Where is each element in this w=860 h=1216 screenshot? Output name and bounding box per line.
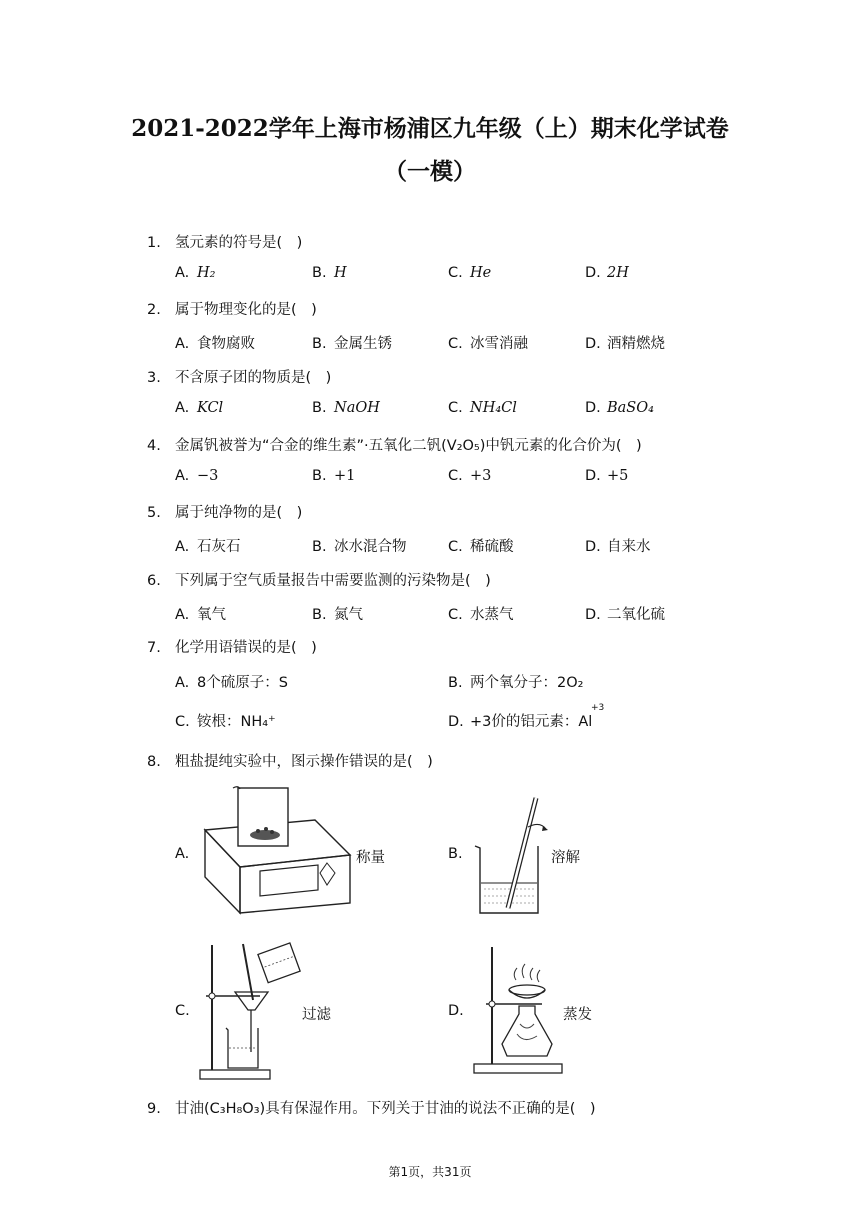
question-3 [147, 366, 331, 387]
dissolving-figure [470, 793, 550, 918]
option-letter: A. [175, 336, 190, 352]
option-a [175, 400, 223, 416]
question-2 [147, 298, 317, 319]
option-letter: A. [175, 468, 190, 484]
option-c [448, 265, 491, 281]
option-letter: D. [585, 336, 601, 352]
option-letter: D. [585, 265, 601, 281]
option-letter: B. [312, 400, 327, 416]
option-text: +1 [334, 468, 356, 484]
option-text: −3 [197, 468, 219, 484]
question-number: 2. [147, 302, 161, 318]
option-text: BaSO₄ [607, 400, 654, 416]
option-c [448, 332, 528, 353]
option-text: 两个氧分子：2O₂ [470, 675, 584, 691]
option-text: 石灰石 [197, 539, 241, 555]
option-d [585, 265, 629, 281]
figure-letter-a: A. [175, 846, 190, 862]
option-letter: C. [448, 265, 463, 281]
option-text: 氧气 [197, 607, 226, 623]
question-text: 下列属于空气质量报告中需要监测的污染物是( ) [175, 573, 491, 589]
option-b [448, 671, 583, 692]
question-text: 甘油(C₃H₈O₃)具有保湿作用。下列关于甘油的说法不正确的是( ) [175, 1101, 596, 1117]
figure-caption-d: 蒸发 [563, 1007, 592, 1023]
figure-letter-b: B. [448, 846, 463, 862]
option-b [312, 603, 363, 624]
option-letter: B. [312, 336, 327, 352]
option-letter: B. [448, 675, 463, 691]
option-c [448, 400, 517, 416]
option-text: 水蒸气 [470, 607, 514, 623]
page-footer: 第1页，共31页 [388, 1165, 472, 1179]
option-a [175, 265, 215, 281]
option-c [175, 710, 276, 731]
option-letter: D. [585, 607, 601, 623]
option-d [448, 710, 592, 731]
option-text: H [334, 265, 347, 281]
figure-letter-c: C. [175, 1003, 190, 1019]
option-text: 自来水 [607, 539, 651, 555]
option-c [448, 468, 491, 484]
filtration-figure [198, 940, 303, 1082]
question-7 [147, 636, 317, 657]
question-text: 不含原子团的物质是( ) [175, 370, 332, 386]
option-text: 二氧化硫 [607, 607, 665, 623]
option-letter: C. [175, 714, 190, 730]
option-text: 酒精燃烧 [607, 336, 665, 352]
option-letter: D. [585, 468, 601, 484]
question-4 [147, 434, 642, 455]
option-a [175, 468, 218, 484]
option-letter: B. [312, 468, 327, 484]
option-a [175, 535, 241, 556]
option-text: He [470, 265, 492, 281]
question-1 [147, 231, 302, 252]
option-d [585, 603, 665, 624]
option-text: 铵根：NH₄⁺ [197, 714, 276, 730]
option-c [448, 603, 514, 624]
question-number: 9. [147, 1101, 161, 1117]
question-number: 3. [147, 370, 161, 386]
figure-caption-b: 溶解 [551, 850, 580, 866]
option-b [312, 468, 355, 484]
evaporation-figure [472, 944, 572, 1076]
option-text: NH₄Cl [470, 400, 517, 416]
option-letter: C. [448, 468, 463, 484]
question-number: 6. [147, 573, 161, 589]
option-letter: B. [312, 607, 327, 623]
option-letter: D. [585, 539, 601, 555]
figure-caption-a: 称量 [356, 850, 385, 866]
option-b [312, 535, 407, 556]
option-text: 冰水混合物 [334, 539, 407, 555]
option-letter: D. [448, 714, 464, 730]
exam-title-line1: 2021-2022学年上海市杨浦区九年级（上）期末化学试卷 [131, 115, 729, 142]
option-d [585, 468, 628, 484]
option-d [585, 332, 665, 353]
option-text: 稀硫酸 [470, 539, 514, 555]
question-8 [147, 750, 433, 771]
question-number: 8. [147, 754, 161, 770]
option-a [175, 671, 288, 692]
figure-caption-c: 过滤 [302, 1007, 331, 1023]
question-text: 化学用语错误的是( ) [175, 640, 317, 656]
option-b [312, 400, 380, 416]
question-5 [147, 501, 302, 522]
option-text: NaOH [334, 400, 380, 416]
option-text: 金属生锈 [334, 336, 392, 352]
figure-letter-d: D. [448, 1003, 464, 1019]
option-letter: C. [448, 336, 463, 352]
option-letter: A. [175, 400, 190, 416]
option-text: 2H [607, 265, 629, 281]
question-text: 属于纯净物的是( ) [175, 505, 303, 521]
option-text: +5 [607, 468, 629, 484]
exam-title-line2: （一模） [384, 158, 476, 185]
option-letter: A. [175, 675, 190, 691]
option-letter: A. [175, 539, 190, 555]
question-number: 5. [147, 505, 161, 521]
option-letter: C. [448, 539, 463, 555]
option-text: 8个硫原子：S [197, 675, 288, 691]
question-number: 4. [147, 438, 161, 454]
option-a [175, 332, 255, 353]
option-text: 食物腐败 [197, 336, 255, 352]
option-b [312, 332, 392, 353]
option-text: H₂ [197, 265, 216, 281]
option-letter: C. [448, 400, 463, 416]
option-a [175, 603, 226, 624]
question-6 [147, 569, 491, 590]
option-c [448, 535, 514, 556]
question-number: 1. [147, 235, 161, 251]
question-text: 金属钒被誉为“合金的维生素”·五氧化二钒(V₂O₅)中钒元素的化合价为( ) [175, 438, 642, 454]
question-text: 粗盐提纯实验中，图示操作错误的是( ) [175, 754, 433, 770]
valence-superscript: +3 [591, 703, 605, 713]
option-letter: A. [175, 607, 190, 623]
option-b [312, 265, 347, 281]
option-text: 氮气 [334, 607, 363, 623]
question-text: 属于物理变化的是( ) [175, 302, 317, 318]
option-text: 冰雪消融 [470, 336, 528, 352]
weighing-figure [200, 785, 355, 920]
option-d [585, 535, 651, 556]
option-letter: B. [312, 265, 327, 281]
question-9 [147, 1097, 596, 1118]
option-letter: C. [448, 607, 463, 623]
question-number: 7. [147, 640, 161, 656]
option-d [585, 400, 654, 416]
option-letter: B. [312, 539, 327, 555]
option-letter: D. [585, 400, 601, 416]
question-text: 氢元素的符号是( ) [175, 235, 303, 251]
option-text: +3 [470, 468, 492, 484]
option-letter: A. [175, 265, 190, 281]
option-text: +3价的铝元素：Al [470, 714, 593, 730]
option-text: KCl [197, 400, 224, 416]
